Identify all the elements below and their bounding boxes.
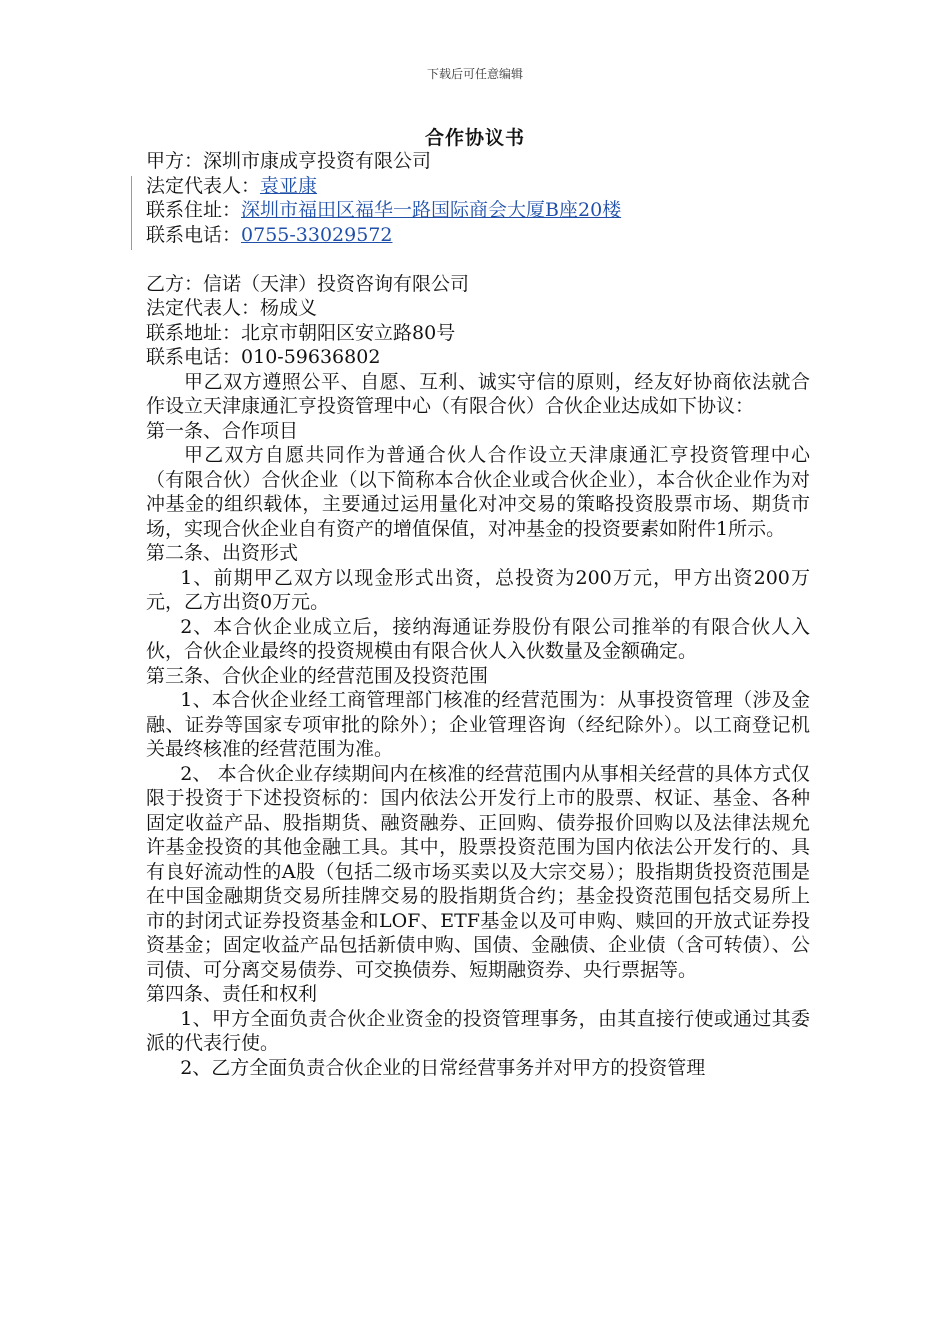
- party-a-representative: 法定代表人：袁亚康: [146, 174, 318, 197]
- article-4-heading: 第四条、责任和权利: [146, 983, 318, 1005]
- margin-change-bar: [131, 176, 132, 250]
- party-a-phone: 联系电话：0755-33029572: [146, 223, 393, 246]
- article-2-heading: 第二条、出资形式: [146, 542, 299, 564]
- article-2-item-1: 1、前期甲乙双方以现金形式出资，总投资为200万元，甲方出资200万元，乙方出资0万元。: [146, 566, 810, 613]
- party-b-phone: 联系电话：010-59636802: [146, 346, 381, 368]
- article-2-item-2: 2、本合伙企业成立后，接纳海通证券股份有限公司推举的有限合伙人入伙，合伙企业最终的投资规模由有限合伙人入伙数量及金额确定。: [146, 615, 810, 662]
- article-1-heading: 第一条、合作项目: [146, 419, 299, 442]
- header-note: 下载后可任意编辑: [426, 67, 523, 81]
- party-b-representative: 法定代表人：杨成义: [146, 297, 318, 319]
- intro-paragraph: 甲乙双方遵照公平、自愿、互利、诚实守信的原则，经友好协商依法就合作设立天津康通汇亨投资管理中心（有限合伙）合伙企业达成如下协议：: [146, 370, 810, 417]
- party-a-address-link[interactable]: 深圳市福田区福华一路国际商会大厦B座20楼: [241, 199, 622, 221]
- article-3-heading: 第三条、合伙企业的经营范围及投资范围: [146, 664, 489, 687]
- party-b-name: 乙方：信诺（天津）投资咨询有限公司: [146, 272, 470, 295]
- document-title: 合作协议书: [424, 127, 525, 149]
- article-3-item-2: 2、 本合伙企业存续期间内在核准的经营范围内从事相关经营的具体方式仅限于投资于下述投资标的：国内依法公开发行上市的股票、权证、基金、各种固定收益产品、股指期货、融资融券、正回购、债券报价回购以及法律法规允许基金投资的其他金融工具。其中，股票投资范围为国内依法公开发行的、具有良好流动性的A股（包括二级市场买卖以及大宗交易）；股指期货投资范围是在中国金融期货交易所挂牌交易的股指期货合约；基金投资范围包括交易所上市的封闭式证券投资基金和LOF、ETF基金以及可申购、赎回的开放式证券投资基金；固定收益产品包括新债申购、国债、金融债、企业债（含可转债）、公司债、可分离交易债券、可交换债券、短期融资券、央行票据等。: [146, 762, 810, 981]
- party-a-rep-link[interactable]: 袁亚康: [260, 174, 318, 197]
- party-a-phone-link[interactable]: 0755-33029572: [241, 223, 393, 246]
- document-body: [146, 149, 810, 1080]
- article-1-text: 甲乙双方自愿共同作为普通合伙人合作设立天津康通汇亨投资管理中心（有限合伙）合伙企业（以下简称本合伙企业或合伙企业），本合伙企业作为对冲基金的组织载体，主要通过运用量化对冲交易的策略投资股票市场、期货市场，实现合伙企业自有资产的增值保值，对冲基金的投资要素如附件1所示。: [146, 444, 810, 540]
- party-a-name: 甲方：深圳市康成亨投资有限公司: [146, 150, 432, 172]
- party-b-address: 联系地址：北京市朝阳区安立路80号: [146, 321, 456, 344]
- article-4-item-2: 2、乙方全面负责合伙企业的日常经营事务并对甲方的投资管理: [180, 1056, 706, 1079]
- article-4-item-1: 1、甲方全面负责合伙企业资金的投资管理事务，由其直接行使或通过其委派的代表行使。: [146, 1007, 810, 1054]
- party-a-address: 联系住址：深圳市福田区福华一路国际商会大厦B座20楼: [146, 199, 622, 221]
- article-3-item-1: 1、本合伙企业经工商管理部门核准的经营范围为：从事投资管理（涉及金融、证券等国家专项审批的除外）；企业管理咨询（经纪除外）。以工商登记机关最终核准的经营范围为准。: [146, 689, 810, 760]
